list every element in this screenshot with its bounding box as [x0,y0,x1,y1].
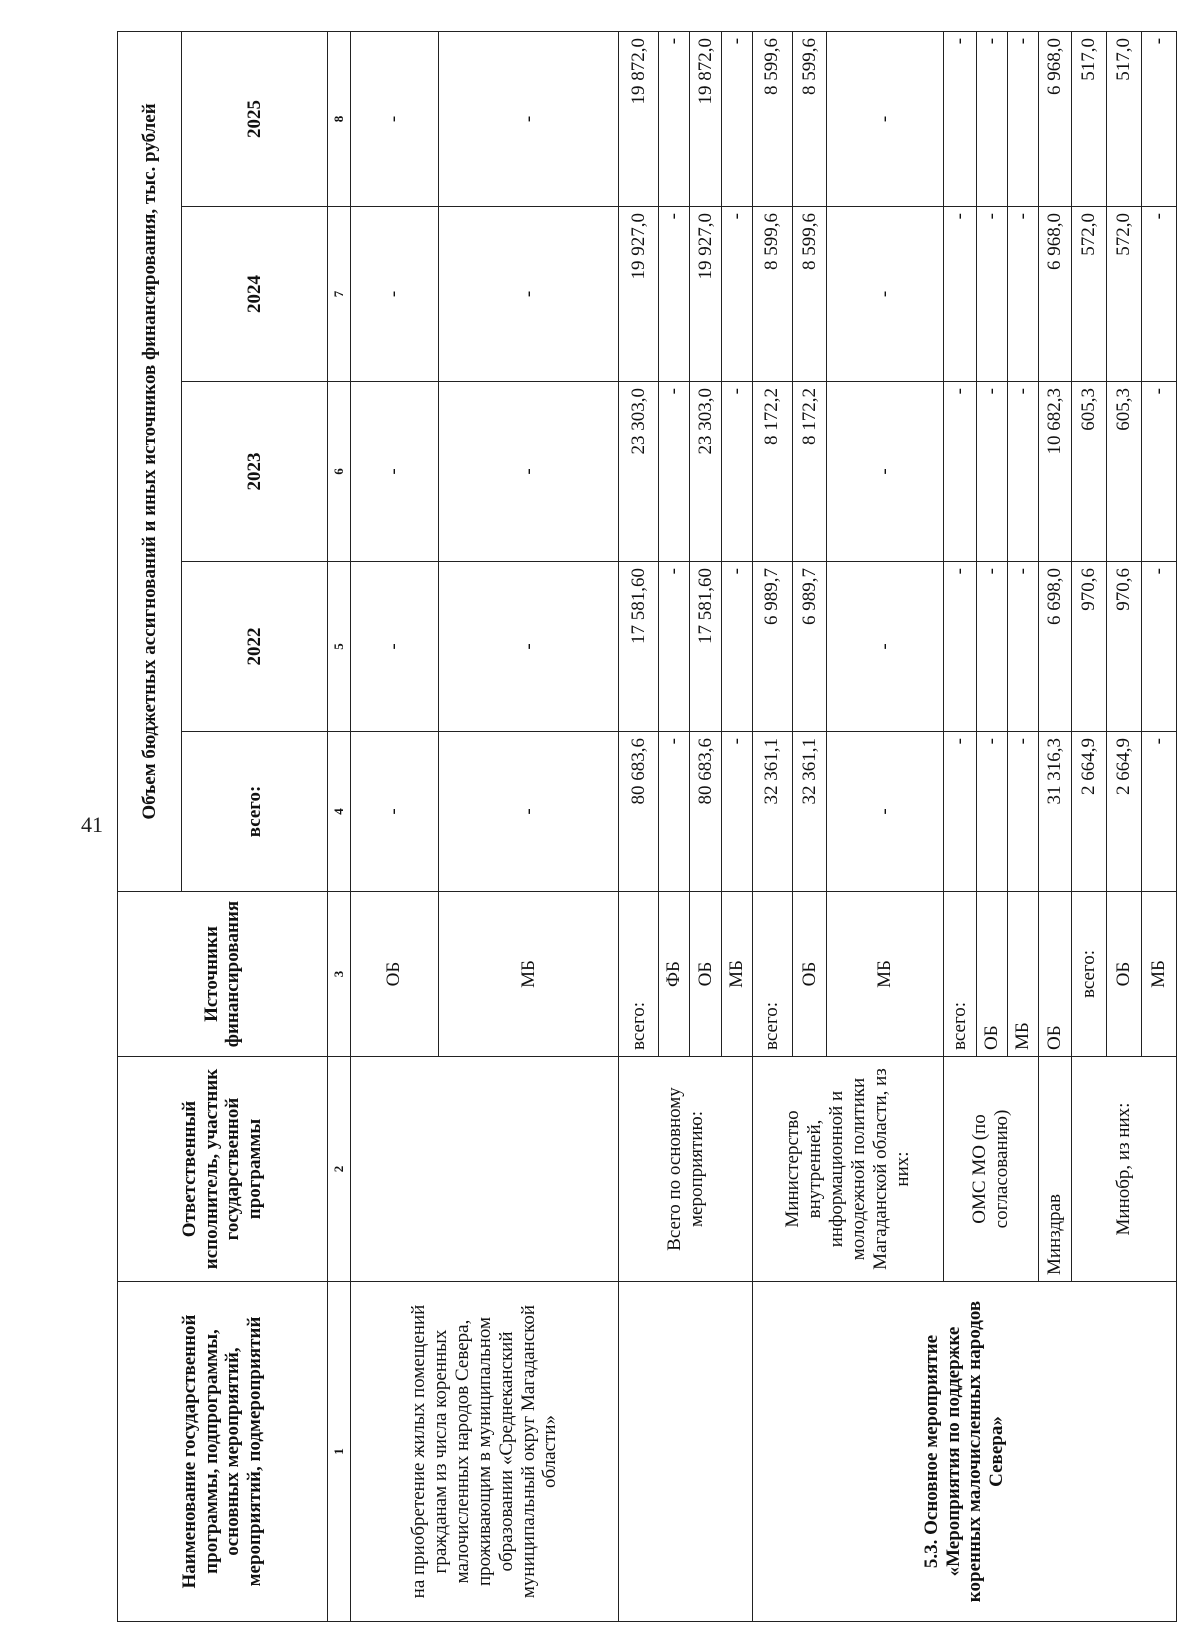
index-cell: 4 [327,732,350,892]
value-cell: - [827,732,944,892]
value-cell: - [1008,382,1039,562]
value-cell: - [1141,562,1176,732]
value-cell: 17 581,60 [690,562,721,732]
header-volume: Объем бюджетных ассигнований и иных источников финансирования, тыс. рублей [118,31,182,891]
budget-table [117,31,1177,1622]
value-cell: - [438,207,619,382]
source-cell: ОБ [690,892,721,1057]
value-cell: - [351,732,438,892]
value-cell: 605,3 [1071,382,1106,562]
value-cell: - [721,732,752,892]
header-col1: Наименование государственной программы, подпрограммы, основных мероприятий, мероприятий, подмероприятий [118,1282,328,1622]
index-cell: 6 [327,382,350,562]
value-cell: 6 989,7 [792,562,827,732]
value-cell: - [827,562,944,732]
header-2025: 2025 [182,31,328,206]
value-cell: - [976,31,1007,206]
value-cell: 6 968,0 [1039,31,1072,206]
value-cell: - [827,382,944,562]
source-cell: ОБ [1106,892,1141,1057]
header-2022: 2022 [182,562,328,732]
value-cell: - [721,382,752,562]
value-cell: - [351,207,438,382]
value-cell: - [1141,31,1176,206]
table-row [351,31,438,1621]
source-cell: ОБ [351,892,438,1057]
index-cell: 3 [327,892,350,1057]
index-cell: 2 [327,1057,350,1282]
value-cell: 80 683,6 [690,732,721,892]
value-cell: 2 664,9 [1071,732,1106,892]
value-cell: - [721,207,752,382]
value-cell: 31 316,3 [1039,732,1072,892]
value-cell: - [658,732,689,892]
value-cell: 970,6 [1106,562,1141,732]
measure-name: 5.3. Основное мероприятие «Мероприятия по поддержке коренных малочисленных народов Севера» [752,1282,1176,1622]
index-cell: 1 [327,1282,350,1622]
source-cell: ОБ [1039,892,1072,1057]
value-cell: 605,3 [1106,382,1141,562]
value-cell: 32 361,1 [752,732,792,892]
source-cell: МБ [827,892,944,1057]
minzdrav-executor: Минздрав [1039,1057,1072,1282]
value-cell: - [976,732,1007,892]
value-cell: 32 361,1 [792,732,827,892]
source-cell: ФБ [658,892,689,1057]
value-cell: 8 172,2 [752,382,792,562]
header-2023: 2023 [182,382,328,562]
value-cell: - [438,732,619,892]
continuation-executor [351,1057,619,1282]
value-cell: 10 682,3 [1039,382,1072,562]
value-cell: 6 989,7 [752,562,792,732]
value-cell: - [1008,562,1039,732]
value-cell: - [721,31,752,206]
value-cell: - [658,207,689,382]
value-cell: 19 872,0 [690,31,721,206]
value-cell: - [976,562,1007,732]
value-cell: - [351,562,438,732]
value-cell: - [1141,732,1176,892]
total-block-name [619,1282,753,1622]
value-cell: - [944,207,977,382]
value-cell: - [721,562,752,732]
value-cell: - [827,207,944,382]
value-cell: - [1008,31,1039,206]
value-cell: 19 872,0 [619,31,659,206]
table-row [752,31,792,1621]
value-cell: 19 927,0 [690,207,721,382]
value-cell: 8 599,6 [792,207,827,382]
source-cell: МБ [438,892,619,1057]
value-cell: - [658,562,689,732]
value-cell: - [944,31,977,206]
source-cell: всего: [619,892,659,1057]
source-cell: ОБ [792,892,827,1057]
value-cell: 80 683,6 [619,732,659,892]
value-cell: 6 968,0 [1039,207,1072,382]
source-cell: всего: [1071,892,1106,1057]
value-cell: 517,0 [1106,31,1141,206]
source-cell: МБ [1141,892,1176,1057]
value-cell: - [658,382,689,562]
value-cell: 572,0 [1106,207,1141,382]
value-cell: - [658,31,689,206]
index-cell: 8 [327,31,350,206]
value-cell: - [1008,207,1039,382]
value-cell: 17 581,60 [619,562,659,732]
value-cell: 23 303,0 [690,382,721,562]
minobr-executor: Минобр, из них: [1071,1057,1176,1282]
page-number: 41 [81,812,103,837]
header-2024: 2024 [182,207,328,382]
value-cell: 6 698,0 [1039,562,1072,732]
rotated-budget-table-wrapper [117,32,1177,1622]
source-cell: МБ [721,892,752,1057]
header-col3: Источники финансирования [118,892,328,1057]
value-cell: - [351,31,438,206]
value-cell: 572,0 [1071,207,1106,382]
value-cell: - [438,382,619,562]
header-row-1 [118,31,182,1621]
table-row [619,31,659,1621]
source-cell: МБ [1008,892,1039,1057]
continuation-name: на приобретение жилых помещений гражданам из числа коренных малочисленных народов Севера, проживающим в муниципальном образовании «Среднеканский муниципальный округ Магаданской области» [351,1282,619,1622]
value-cell: 2 664,9 [1106,732,1141,892]
value-cell: - [1008,732,1039,892]
value-cell: - [827,31,944,206]
value-cell: 517,0 [1071,31,1106,206]
index-row [327,31,350,1621]
value-cell: - [944,382,977,562]
value-cell: - [976,382,1007,562]
value-cell: 8 599,6 [752,207,792,382]
index-cell: 7 [327,207,350,382]
value-cell: 23 303,0 [619,382,659,562]
header-col2: Ответственный исполнитель, участник государственной программы [118,1057,328,1282]
value-cell: 8 172,2 [792,382,827,562]
value-cell: - [1141,382,1176,562]
value-cell: 8 599,6 [792,31,827,206]
oms-executor: ОМС МО (по согласованию) [944,1057,1039,1282]
value-cell: - [438,31,619,206]
value-cell: - [944,732,977,892]
source-cell: всего: [752,892,792,1057]
value-cell: - [438,562,619,732]
value-cell: 970,6 [1071,562,1106,732]
value-cell: - [944,562,977,732]
ministry-executor: Министерство внутренней, информационной и молодежной политики Магаданской области, из них: [752,1057,943,1282]
value-cell: 19 927,0 [619,207,659,382]
source-cell: ОБ [976,892,1007,1057]
header-total: всего: [182,732,328,892]
source-cell: всего: [944,892,977,1057]
index-cell: 5 [327,562,350,732]
value-cell: 8 599,6 [752,31,792,206]
value-cell: - [1141,207,1176,382]
total-block-executor: Всего по основному мероприятию: [619,1057,753,1282]
value-cell: - [976,207,1007,382]
value-cell: - [351,382,438,562]
